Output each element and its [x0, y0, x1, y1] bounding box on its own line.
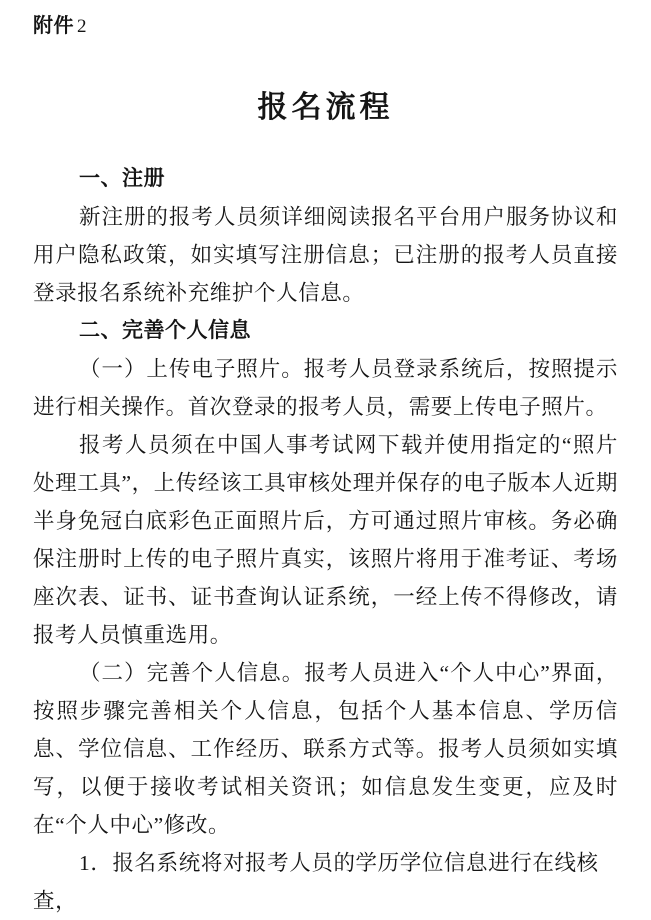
section-heading-1: 一、注册: [79, 167, 165, 190]
attachment-label-text: 附件: [33, 15, 74, 37]
attachment-label: [33, 12, 87, 41]
paragraph-personal-info: （二）完善个人信息。报考人员进入“个人中心”界面，按照步骤完善相关个人信息，包括个人基本信息、学历信息、学位信息、工作经历、联系方式等。报考人员须如实填写，以便于接收考试相关资讯；如信息发生变更，应及时在“个人中心”修改。: [33, 661, 618, 837]
section-heading-2: 二、完善个人信息: [79, 319, 251, 342]
document-body: [33, 160, 618, 920]
paragraph-photo-tool: 报考人员须在中国人事考试网下载并使用指定的“照片处理工具”，上传经该工具审核处理并保存的电子版本人近期半身免冠白底彩色正面照片后，方可通过照片审核。务必确保注册时上传的电子照片真实，该照片将用于准考证、考场座次表、证书、证书查询认证系统，一经上传不得修改，请报考人员慎重选用。: [33, 433, 618, 647]
paragraph-item-1: 1．报名系统将对报考人员的学历学位信息进行在线核查，: [33, 851, 599, 913]
attachment-number: 2: [77, 16, 87, 37]
paragraph-registration: 新注册的报考人员须详细阅读报名平台用户服务协议和用户隐私政策，如实填写注册信息；已注册的报考人员直接登录报名系统补充维护个人信息。: [33, 205, 618, 305]
page-title: 报名流程: [257, 91, 394, 124]
paragraph-upload-photo-intro: （一）上传电子照片。报考人员登录系统后，按照提示进行相关操作。首次登录的报考人员，需要上传电子照片。: [33, 357, 618, 419]
